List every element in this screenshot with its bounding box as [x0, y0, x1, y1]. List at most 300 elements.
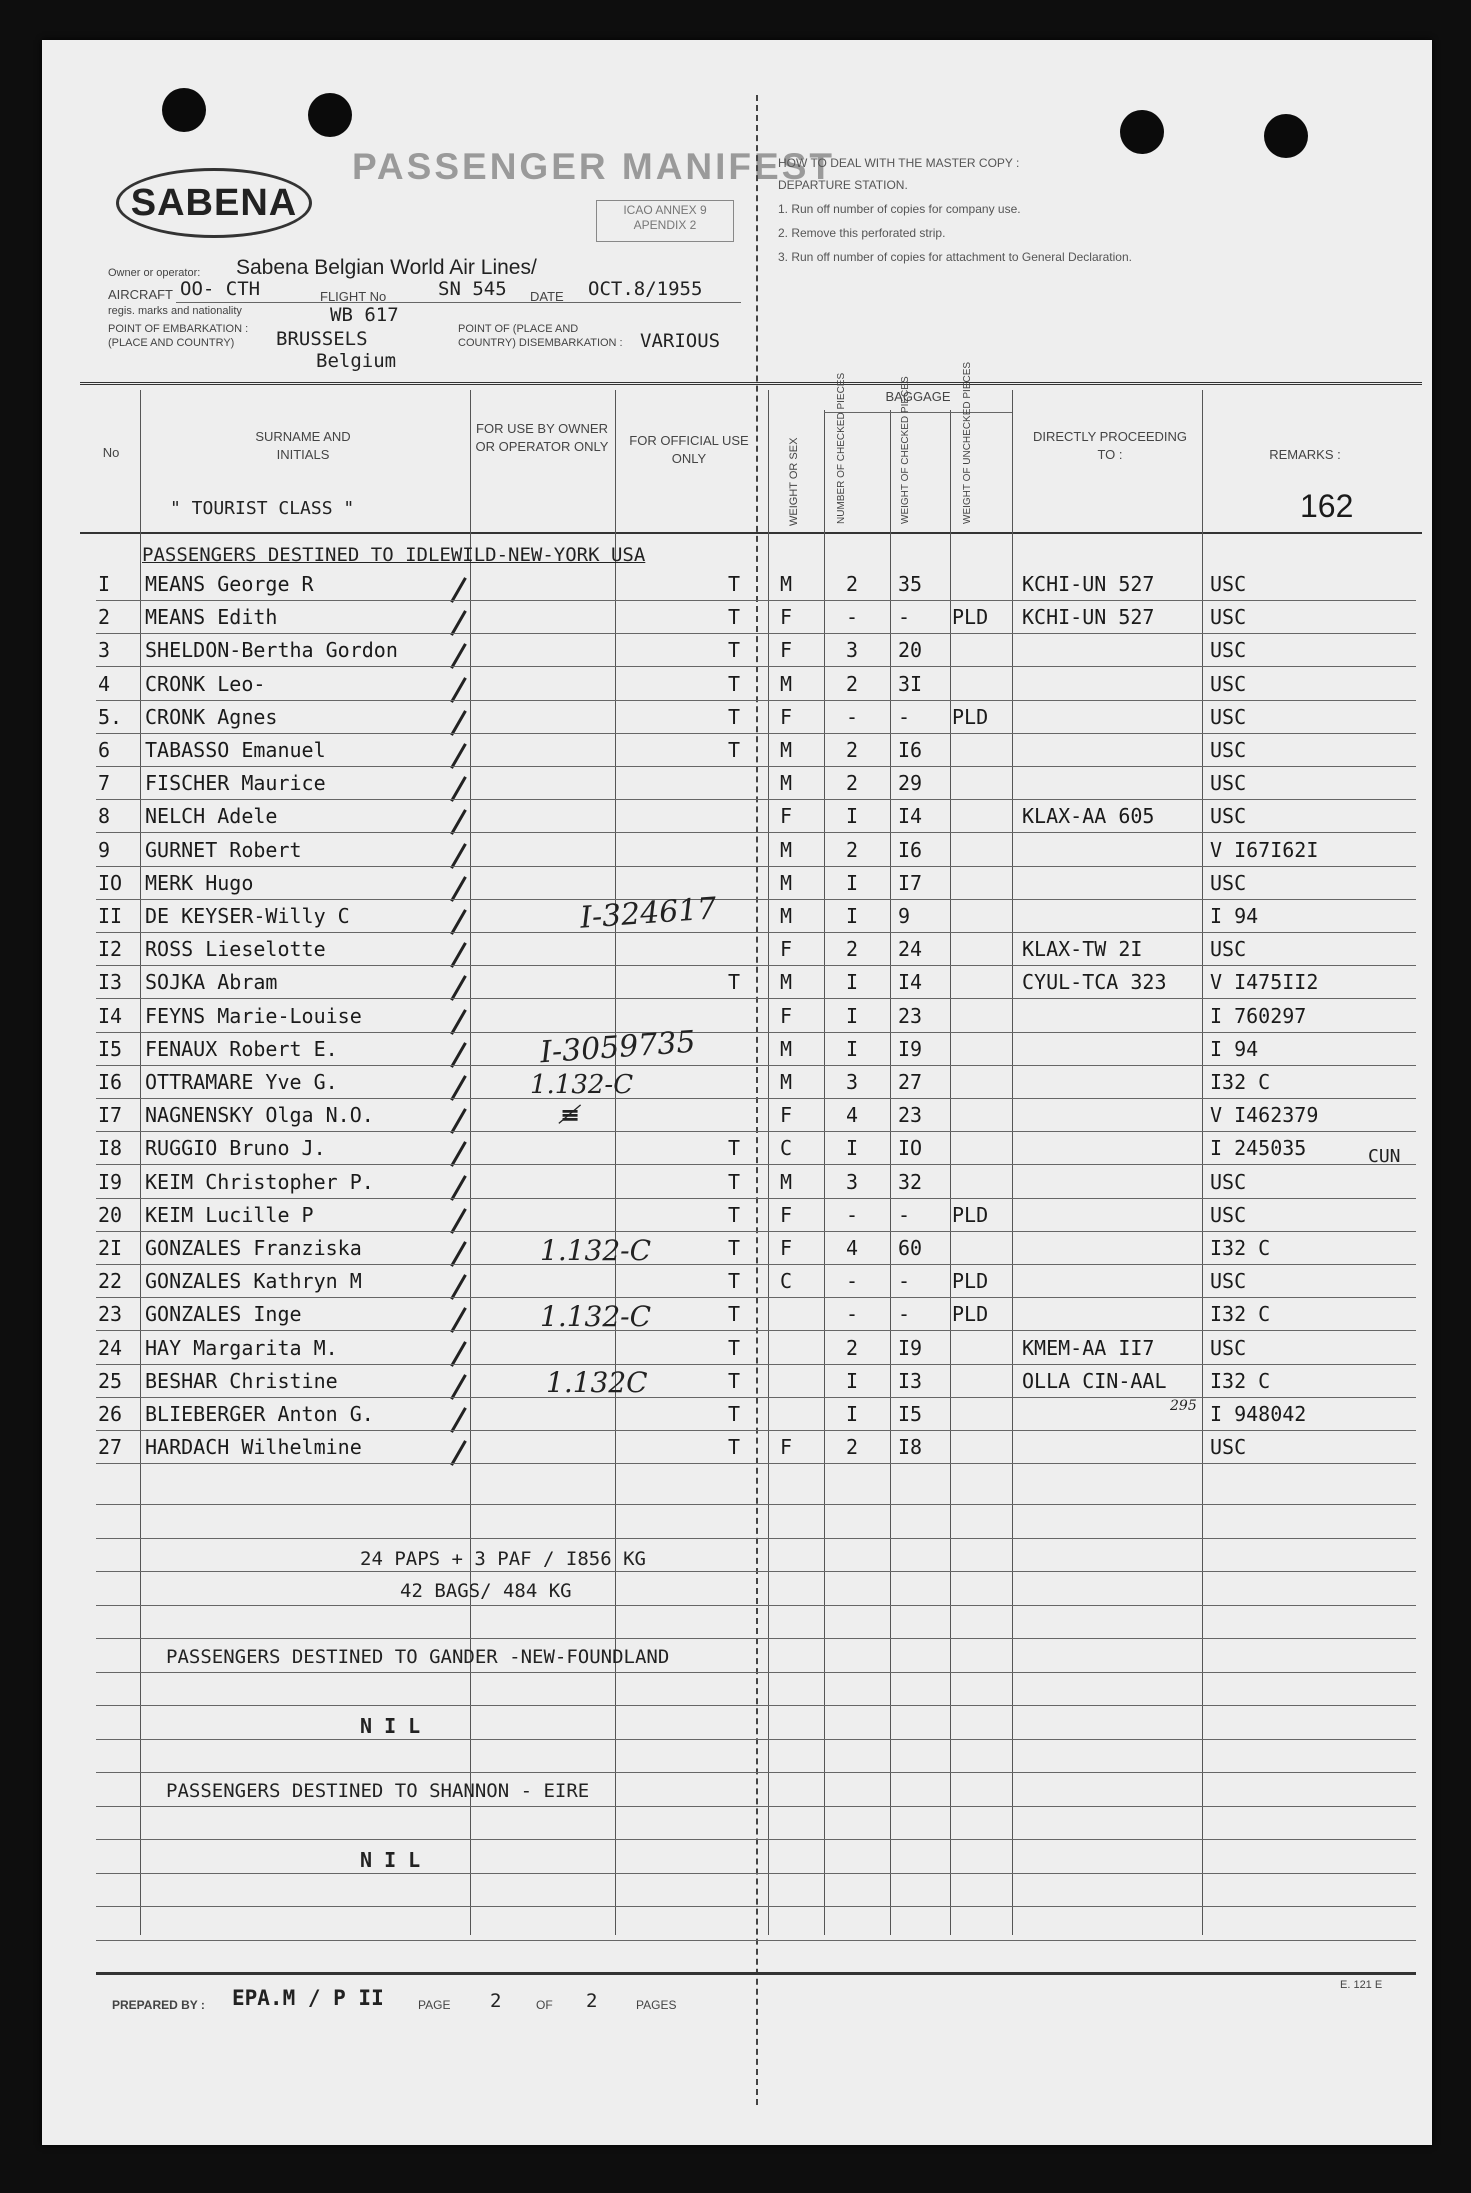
tourist-mark: T [728, 638, 741, 663]
punch-hole [308, 93, 352, 137]
checked-weight: I6 [898, 837, 923, 862]
check-mark [445, 1136, 485, 1166]
passenger-name: FEYNS Marie-Louise [145, 1003, 362, 1028]
checked-pieces: - [846, 605, 859, 630]
embarkation-label: POINT OF EMBARKATION : (PLACE AND COUNTRY) [108, 323, 249, 349]
table-top-rule [80, 382, 1422, 385]
row-rule [96, 1032, 1416, 1033]
checked-pieces: I [846, 804, 859, 829]
remarks-value: USC [1210, 1169, 1247, 1194]
checked-weight: I6 [898, 738, 923, 762]
sex-value: M [780, 1169, 793, 1194]
checked-pieces: I [846, 870, 859, 895]
checked-pieces: - [846, 1269, 859, 1294]
passenger-name: GONZALES Inge [145, 1302, 302, 1327]
row-rule [96, 899, 1416, 900]
check-mark [445, 605, 485, 635]
row-number: 2I [98, 1236, 123, 1260]
row-number: 5. [98, 704, 123, 729]
checked-weight: 27 [898, 1070, 923, 1094]
tourist-mark: T [728, 572, 741, 596]
row-number: I5 [98, 1036, 123, 1061]
check-mark [445, 705, 485, 735]
sex-value: M [780, 1070, 793, 1094]
remarks-value: I 245035 [1210, 1136, 1307, 1161]
checked-pieces: 2 [846, 671, 859, 696]
owner-value: Sabena Belgian World Air Lines/ [236, 256, 537, 279]
check-mark [445, 1037, 485, 1067]
ruled-line [96, 1873, 1416, 1874]
checked-pieces: I [846, 1036, 859, 1061]
checked-pieces: I [846, 1402, 859, 1426]
check-mark [445, 937, 485, 967]
instructions-line: 3. Run off number of copies for attachment to General Declaration. [778, 250, 1132, 264]
instructions-heading: HOW TO DEAL WITH THE MASTER COPY : [778, 156, 1020, 170]
row-rule [96, 1198, 1416, 1199]
check-mark [445, 1236, 485, 1266]
ruled-line [96, 1605, 1416, 1606]
page-value: 2 [490, 1990, 502, 2012]
checked-pieces: I [846, 1368, 859, 1393]
row-rule [96, 932, 1416, 933]
punch-hole [162, 88, 206, 132]
footer-rule [96, 1972, 1416, 1975]
ruled-line [96, 1705, 1416, 1706]
checked-weight: 23 [898, 1003, 923, 1028]
tourist-mark: T [728, 1236, 741, 1260]
instructions-line: DEPARTURE STATION. [778, 178, 908, 192]
prepared-label: PREPARED BY : [112, 1998, 205, 2012]
sex-value: F [780, 1202, 793, 1227]
passenger-name: CRONK Leo- [145, 671, 266, 696]
checked-weight: - [898, 1269, 911, 1294]
sex-value: C [780, 1136, 793, 1161]
tourist-mark: T [728, 1136, 741, 1161]
tourist-mark: T [728, 605, 741, 630]
date-label: DATE [530, 289, 564, 304]
passenger-name: MERK Hugo [145, 870, 254, 895]
handwritten-note: 1.132-C [530, 1070, 634, 1100]
passenger-name: OTTRAMARE Yve G. [145, 1070, 338, 1094]
sex-value: C [780, 1269, 793, 1294]
col-header-wt-unchecked: WEIGHT OF UNCHECKED PIECES [962, 361, 973, 524]
checked-pieces: 4 [846, 1103, 859, 1128]
passenger-name: KEIM Christopher P. [145, 1169, 374, 1194]
remarks-value: USC [1210, 572, 1247, 596]
check-mark [445, 1402, 485, 1432]
check-mark [445, 1369, 485, 1399]
table-header-rule [80, 532, 1422, 534]
sex-value: F [780, 1003, 793, 1028]
sex-value: F [780, 804, 793, 829]
row-number: 25 [98, 1368, 123, 1393]
checked-pieces: I [846, 1136, 859, 1161]
col-header-surname: SURNAME AND INITIALS [255, 429, 351, 462]
punch-hole [1264, 114, 1308, 158]
remarks-value: I32 C [1210, 1368, 1271, 1393]
remarks-value: USC [1210, 870, 1247, 895]
checked-weight: 24 [898, 937, 923, 962]
handwritten-note: I-324617 [578, 891, 718, 936]
aircraft-sub-label: regis. marks and nationality [108, 305, 242, 317]
remarks-value: I 948042 [1210, 1402, 1307, 1426]
remark-cun: CUN [1368, 1146, 1401, 1167]
ruled-line [96, 1672, 1416, 1673]
row-number: 26 [98, 1402, 123, 1426]
row-number: II [98, 904, 123, 928]
prepared-value: EPA.M / P II [232, 1986, 384, 2010]
tourist-mark: T [728, 1169, 741, 1194]
checked-pieces: 3 [846, 1070, 859, 1094]
passenger-name: SHELDON-Bertha Gordon [145, 638, 398, 663]
tourist-mark: T [728, 671, 741, 696]
row-rule [96, 1297, 1416, 1298]
remarks-value: I 94 [1210, 904, 1259, 928]
checked-weight: IO [898, 1136, 923, 1161]
row-rule [96, 1231, 1416, 1232]
embarkation-country: Belgium [316, 350, 397, 372]
row-number: 6 [98, 738, 111, 762]
proceeding-to: KMEM-AA II7 [1022, 1335, 1155, 1360]
passenger-name: KEIM Lucille P [145, 1202, 314, 1227]
sex-value: F [780, 1236, 793, 1260]
handwritten-note: 295 [1170, 1398, 1197, 1414]
row-number: 24 [98, 1335, 123, 1360]
sex-value: M [780, 671, 793, 696]
check-mark [445, 970, 485, 1000]
remarks-value: I32 C [1210, 1236, 1271, 1260]
col-header-baggage: BAGGAGE [885, 389, 951, 404]
row-rule [96, 1430, 1416, 1431]
remarks-value: USC [1210, 1202, 1247, 1227]
check-mark [445, 1070, 485, 1100]
row-rule [96, 965, 1416, 966]
unchecked-weight: PLD [952, 704, 989, 729]
passenger-name: RUGGIO Bruno J. [145, 1136, 326, 1161]
check-mark [445, 838, 485, 868]
remarks-value: USC [1210, 771, 1247, 796]
checked-weight: 9 [898, 904, 911, 928]
ruled-line [96, 1538, 1416, 1539]
row-number: 27 [98, 1435, 123, 1460]
checked-pieces: - [846, 1202, 859, 1227]
row-number: 7 [98, 771, 111, 796]
passenger-name: ROSS Lieselotte [145, 937, 326, 962]
checked-pieces: 3 [846, 638, 859, 663]
row-rule [96, 1264, 1416, 1265]
remarks-value: I 94 [1210, 1036, 1259, 1061]
row-number: 9 [98, 837, 111, 862]
sex-value: F [780, 638, 793, 663]
checked-pieces: 2 [846, 1335, 859, 1360]
ruled-line [96, 1571, 1416, 1572]
sex-value: M [780, 572, 793, 596]
tourist-mark: T [728, 704, 741, 729]
checked-weight: - [898, 1302, 911, 1327]
checked-pieces: 2 [846, 771, 859, 796]
passenger-name: MEANS George R [145, 572, 314, 596]
passenger-name: DE KEYSER-Willy C [145, 904, 350, 928]
handwritten-note: 1.132-C [540, 1234, 652, 1267]
col-header-wt-checked: WEIGHT OF CHECKED PIECES [900, 376, 911, 524]
row-rule [96, 1131, 1416, 1132]
passenger-name: NELCH Adele [145, 804, 278, 829]
sex-value: F [780, 704, 793, 729]
checked-pieces: 2 [846, 837, 859, 862]
class-note: " TOURIST CLASS " [170, 498, 355, 519]
passenger-name: MEANS Edith [145, 605, 278, 630]
tourist-mark: T [728, 1435, 741, 1460]
tourist-mark: T [728, 970, 741, 995]
unchecked-weight: PLD [952, 1302, 989, 1327]
passenger-name: HAY Margarita M. [145, 1335, 338, 1360]
tourist-mark: T [728, 1269, 741, 1294]
instructions-line: 2. Remove this perforated strip. [778, 226, 946, 240]
form-code: E. 121 E [1340, 1979, 1383, 1991]
unchecked-weight: PLD [952, 1269, 989, 1294]
checked-weight: I9 [898, 1036, 923, 1061]
check-mark [445, 1269, 485, 1299]
ruled-line [96, 1739, 1416, 1740]
section-idlewild: PASSENGERS DESTINED TO IDLEWILD-NEW-YORK USA [142, 544, 646, 566]
disembarkation-value: VARIOUS [640, 330, 721, 352]
row-rule [96, 733, 1416, 734]
of-value: 2 [586, 1990, 598, 2012]
row-number: I6 [98, 1070, 123, 1094]
proceeding-to: OLLA CIN-AAL [1022, 1368, 1167, 1393]
passenger-name: HARDACH Wilhelmine [145, 1435, 362, 1460]
checked-weight: I4 [898, 970, 923, 995]
checked-pieces: 2 [846, 738, 859, 762]
checked-pieces: I [846, 904, 859, 928]
sex-value: M [780, 904, 793, 928]
passenger-name: GURNET Robert [145, 837, 302, 862]
remarks-value: I32 C [1210, 1302, 1271, 1327]
handwritten-note: 1.132C [546, 1366, 648, 1399]
tourist-mark: T [728, 1202, 741, 1227]
remarks-value: USC [1210, 738, 1247, 762]
row-number: I9 [98, 1169, 123, 1194]
header-underline [176, 302, 741, 303]
remarks-value: USC [1210, 605, 1247, 630]
sex-value: F [780, 1435, 793, 1460]
row-rule [96, 1330, 1416, 1331]
embarkation-value: BRUSSELS [276, 328, 368, 350]
tourist-mark: T [728, 1402, 741, 1426]
remarks-value: USC [1210, 704, 1247, 729]
check-mark [445, 1103, 485, 1133]
icao-annex-box: ICAO ANNEX 9 APENDIX 2 [596, 200, 734, 242]
checked-weight: I5 [898, 1402, 923, 1426]
sex-value: M [780, 870, 793, 895]
sex-value: F [780, 937, 793, 962]
owner-label: Owner or operator: [108, 267, 201, 279]
row-rule [96, 1364, 1416, 1365]
proceeding-to: KLAX-AA 605 [1022, 804, 1155, 829]
checked-pieces: 2 [846, 1435, 859, 1460]
row-number: I8 [98, 1136, 123, 1161]
row-rule [96, 1098, 1416, 1099]
row-rule [96, 1397, 1416, 1398]
row-number: I2 [98, 937, 123, 962]
aircraft-label: AIRCRAFT [108, 287, 173, 302]
proceeding-to: KCHI-UN 527 [1022, 572, 1155, 596]
sex-value: M [780, 738, 793, 762]
checked-weight: 35 [898, 572, 923, 596]
unchecked-weight: PLD [952, 1202, 989, 1227]
row-rule [96, 666, 1416, 667]
checked-weight: 60 [898, 1236, 923, 1260]
ruled-line [96, 1638, 1416, 1639]
row-number: I7 [98, 1103, 123, 1128]
row-number: 8 [98, 804, 111, 829]
check-mark [445, 771, 485, 801]
row-number: I [98, 572, 111, 596]
checked-weight: I3 [898, 1368, 923, 1393]
passenger-name: BESHAR Christine [145, 1368, 338, 1393]
passenger-name: TABASSO Emanuel [145, 738, 326, 762]
col-header-proceeding: DIRECTLY PROCEEDING TO : [1032, 429, 1188, 462]
passenger-name: FISCHER Maurice [145, 771, 326, 796]
checked-pieces: - [846, 1302, 859, 1327]
checked-weight: 32 [898, 1169, 923, 1194]
col-header-official: FOR OFFICIAL USE ONLY [629, 433, 749, 466]
sex-value: M [780, 1036, 793, 1061]
row-number: 2 [98, 605, 111, 630]
row-rule [96, 832, 1416, 833]
row-number: 22 [98, 1269, 123, 1294]
ruled-line [96, 1772, 1416, 1773]
passenger-name: CRONK Agnes [145, 704, 278, 729]
remarks-value: USC [1210, 1335, 1247, 1360]
date-value: OCT.8/1955 [588, 278, 703, 300]
sex-value: M [780, 771, 793, 796]
check-mark [445, 1004, 485, 1034]
checked-pieces: I [846, 970, 859, 995]
nil-shannon: N I L [360, 1848, 421, 1872]
col-header-no: No [102, 445, 120, 460]
check-mark [445, 1302, 485, 1332]
row-number: IO [98, 870, 123, 895]
scribble-mark: ≢ [560, 1100, 581, 1129]
totals-line-1: 24 PAPS + 3 PAF / I856 KG [360, 1548, 646, 1570]
checked-weight: 3I [898, 671, 923, 696]
remarks-value: USC [1210, 1435, 1247, 1460]
remarks-value: USC [1210, 937, 1247, 962]
remarks-value: V I475II2 [1210, 970, 1319, 995]
handwritten-note: 1.132-C [540, 1300, 652, 1333]
remarks-value: V I67I62I [1210, 837, 1319, 862]
of-label: OF [536, 1998, 553, 2012]
checked-pieces: 4 [846, 1236, 859, 1260]
row-number: 4 [98, 671, 111, 696]
punch-hole [1120, 110, 1164, 154]
row-rule [96, 866, 1416, 867]
aircraft-value: OO- CTH [180, 278, 261, 300]
row-number: 23 [98, 1302, 123, 1327]
checked-pieces: 3 [846, 1169, 859, 1194]
ruled-line [96, 1504, 1416, 1505]
remarks-value: USC [1210, 638, 1247, 663]
remarks-value: USC [1210, 1269, 1247, 1294]
check-mark [445, 1336, 485, 1366]
sabena-logo: SABENA [116, 168, 312, 238]
page-label: PAGE [418, 1998, 451, 2012]
checked-weight: I4 [898, 804, 923, 829]
sex-value: M [780, 837, 793, 862]
row-number: I3 [98, 970, 123, 995]
passenger-name: SOJKA Abram [145, 970, 278, 995]
row-rule [96, 766, 1416, 767]
pages-label: PAGES [636, 1998, 677, 2012]
check-mark [445, 1170, 485, 1200]
handwritten-note: I-3059735 [538, 1024, 697, 1071]
proceeding-to: CYUL-TCA 323 [1022, 970, 1167, 995]
totals-line-2: 42 BAGS/ 484 KG [400, 1580, 572, 1602]
section-shannon: PASSENGERS DESTINED TO SHANNON - EIRE [166, 1780, 590, 1802]
tourist-mark: T [728, 1368, 741, 1393]
row-rule [96, 1065, 1416, 1066]
instructions-line: 1. Run off number of copies for company use. [778, 202, 1021, 216]
checked-weight: I9 [898, 1335, 923, 1360]
row-number: 20 [98, 1202, 123, 1227]
proceeding-to: KLAX-TW 2I [1022, 937, 1143, 962]
checked-weight: I8 [898, 1435, 923, 1460]
row-rule [96, 633, 1416, 634]
proceeding-to: KCHI-UN 527 [1022, 605, 1155, 630]
ruled-line [96, 1906, 1416, 1907]
baggage-rule [824, 412, 1012, 413]
row-rule [96, 600, 1416, 601]
row-rule [96, 799, 1416, 800]
nil-gander: N I L [360, 1714, 421, 1738]
tourist-mark: T [728, 1302, 741, 1327]
page-number: 162 [1300, 488, 1354, 524]
remarks-value: V I462379 [1210, 1103, 1319, 1128]
remarks-value: I 760297 [1210, 1003, 1307, 1028]
ruled-line [96, 1839, 1416, 1840]
check-mark [445, 804, 485, 834]
flight-value-2: WB 617 [330, 304, 399, 326]
checked-weight: - [898, 605, 911, 630]
checked-pieces: 2 [846, 572, 859, 596]
checked-pieces: 2 [846, 937, 859, 962]
passenger-name: FENAUX Robert E. [145, 1036, 338, 1061]
sex-value: F [780, 605, 793, 630]
flight-value: SN 545 [438, 278, 507, 300]
passenger-name: BLIEBERGER Anton G. [145, 1402, 374, 1426]
sex-value: F [780, 1103, 793, 1128]
tourist-mark: T [728, 1335, 741, 1360]
row-rule [96, 1463, 1416, 1464]
tourist-mark: T [728, 738, 741, 762]
passenger-name: GONZALES Franziska [145, 1236, 362, 1260]
document-title: PASSENGER MANIFEST [352, 146, 835, 187]
ruled-line [96, 1806, 1416, 1807]
check-mark [445, 904, 485, 934]
checked-weight: - [898, 704, 911, 729]
passenger-name: NAGNENSKY Olga N.O. [145, 1103, 374, 1128]
col-header-weight-sex: WEIGHT OR SEX [788, 437, 800, 526]
col-header-remarks: REMARKS : [1269, 447, 1341, 462]
checked-pieces: - [846, 704, 859, 729]
section-gander: PASSENGERS DESTINED TO GANDER -NEW-FOUNDLAND [166, 1646, 670, 1668]
ruled-line [96, 1940, 1416, 1941]
checked-weight: - [898, 1202, 911, 1227]
row-number: 3 [98, 638, 111, 663]
row-rule [96, 700, 1416, 701]
row-rule [96, 998, 1416, 999]
